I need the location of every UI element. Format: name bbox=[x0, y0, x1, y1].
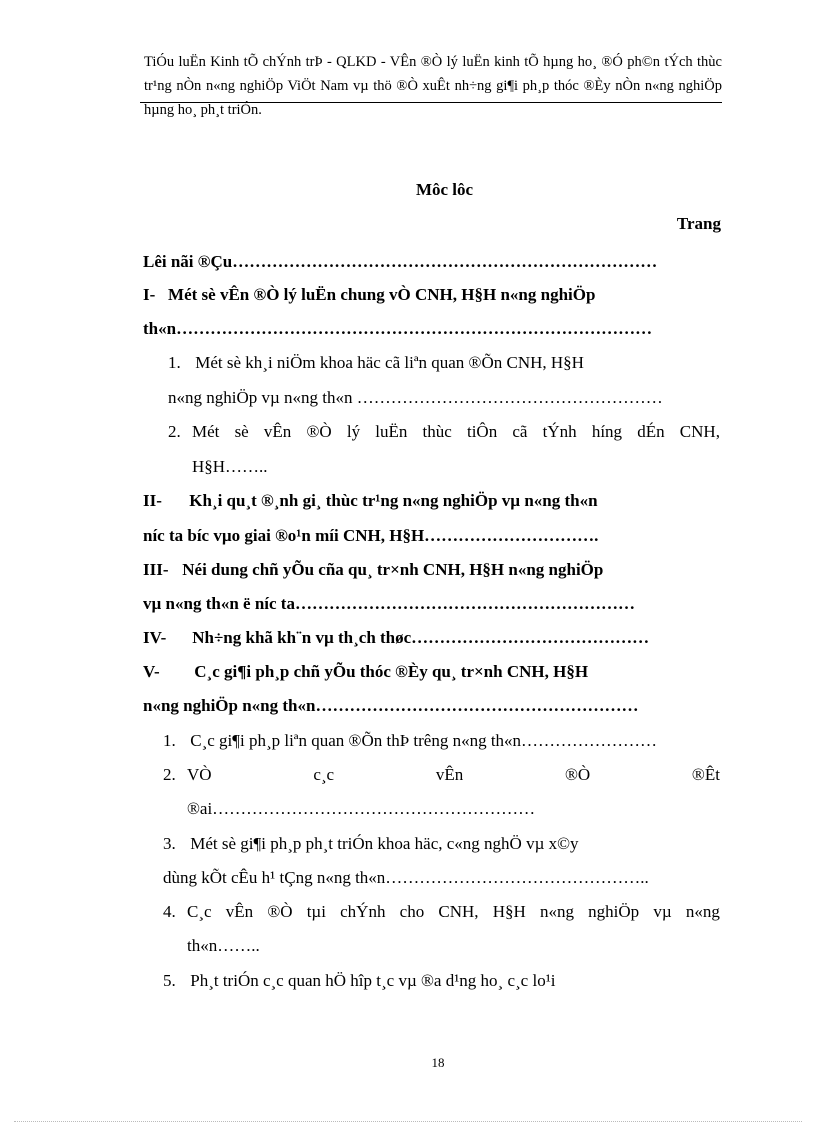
word: tiÔn bbox=[466, 422, 498, 441]
word: H§H bbox=[492, 902, 526, 921]
word: vÊn bbox=[225, 902, 254, 921]
toc-entry-section-1-continued[interactable]: th«n………………………………………………………………………… bbox=[143, 319, 653, 338]
toc-entry-section-2[interactable] bbox=[143, 490, 598, 512]
word: VÒ bbox=[187, 765, 212, 784]
toc-entry-section-5-continued[interactable]: n«ng nghiÖp n«ng th«n………………………………………………… bbox=[143, 696, 639, 715]
item-number: 1. bbox=[168, 353, 181, 372]
toc-title: Môc lôc bbox=[415, 180, 474, 199]
toc-entry-5-1[interactable] bbox=[163, 730, 657, 752]
item-title: Mét sè gi¶i ph¸p ph¸t triÓn khoa häc, c«ng nghÖ vµ x©y bbox=[190, 834, 579, 853]
section-number: V- bbox=[143, 662, 160, 681]
item-title: C¸c gi¶i ph¸p liªn quan ®Õn thÞ trêng n«ng th«n…………………… bbox=[190, 731, 658, 750]
section-title: Mét sè vÊn ®Ò lý luËn chung vÒ CNH, H§H n«ng nghiÖp bbox=[168, 285, 596, 304]
toc-entry-section-2-continued[interactable]: níc ta bíc vµo giai ®o¹n míi CNH, H§H…………………………. bbox=[143, 526, 599, 545]
toc-entry-5-4-number: 4. bbox=[163, 902, 176, 921]
word: híng bbox=[591, 422, 623, 441]
word: sè bbox=[234, 422, 249, 441]
word: lý bbox=[346, 422, 361, 441]
section-number: IV- bbox=[143, 628, 167, 647]
toc-entry-5-2-continued[interactable]: ®ai………………………………………………… bbox=[187, 799, 536, 818]
word: chÝnh bbox=[340, 902, 386, 921]
toc-entry-1-2-number: 2. bbox=[168, 422, 181, 441]
word: C¸c bbox=[187, 902, 212, 921]
section-number: II- bbox=[143, 491, 162, 510]
toc-entry-section-3-continued[interactable]: vµ n«ng th«n ë níc ta…………………………………………………… bbox=[143, 594, 635, 613]
toc-entry-1-1[interactable] bbox=[168, 352, 584, 374]
word: luËn bbox=[375, 422, 408, 441]
item-number: 5. bbox=[163, 971, 176, 990]
section-number: I- bbox=[143, 285, 156, 304]
word: cã bbox=[512, 422, 528, 441]
toc-entry-1-1-continued[interactable]: n«ng nghiÖp vµ n«ng th«n ……………………………………………… bbox=[168, 388, 663, 407]
item-number: 3. bbox=[163, 834, 176, 853]
item-title: Mét sè kh¸i niÖm khoa häc cã liªn quan ®Õn CNH, H§H bbox=[195, 353, 584, 372]
word: tÝnh bbox=[542, 422, 577, 441]
word: c¸c bbox=[313, 765, 335, 784]
section-title: Nh÷ng khã kh¨n vµ th¸ch thøc…………………………………… bbox=[192, 628, 650, 647]
toc-entry-1-2-continued[interactable]: H§H…….. bbox=[192, 457, 268, 476]
toc-entry-section-3[interactable] bbox=[143, 559, 603, 581]
page-number: 18 bbox=[431, 1055, 445, 1070]
item-title: Ph¸t triÓn c¸c quan hÖ hîp t¸c vµ ®a d¹ng ho¸ c¸c lo¹i bbox=[190, 971, 556, 990]
toc-entry-5-2-number: 2. bbox=[163, 765, 176, 784]
word: CNH, bbox=[438, 902, 479, 921]
word: n«ng bbox=[539, 902, 574, 921]
toc-entry-section-4[interactable] bbox=[143, 627, 649, 649]
toc-entry-5-3-continued[interactable]: dùng kÕt cÊu h¹ tÇng n«ng th«n……………………………………….. bbox=[163, 868, 649, 887]
word: ®Ò bbox=[306, 422, 332, 441]
page-column-label: Trang bbox=[676, 214, 721, 233]
toc-entry-intro[interactable]: Lêi nãi ®Çu………………………………………………………………… bbox=[143, 252, 658, 271]
word: ®Ò bbox=[564, 765, 591, 784]
word: ®Ò bbox=[267, 902, 293, 921]
section-title: Néi dung chñ yÕu cña qu¸ tr×nh CNH, H§H n«ng nghiÖp bbox=[182, 560, 604, 579]
word: vµ bbox=[653, 902, 672, 921]
toc-entry-1-2[interactable] bbox=[192, 421, 720, 443]
toc-entry-section-1[interactable] bbox=[143, 284, 595, 306]
word: n«ng bbox=[685, 902, 720, 921]
word: nghiÖp bbox=[588, 902, 640, 921]
section-number: III- bbox=[143, 560, 169, 579]
running-header: TiÓu luËn Kinh tÕ chÝnh trÞ - QLKD - VÊn ®Ò lý luËn kinh tÕ hµng ho¸ ®Ó ph©n tÝch thùc tr¹ng nÒn n«ng nghiÖp ViÖt Nam vµ thö ®Ò xuÊt nh÷ng gi¶i ph¸p thóc ®Èy nÒn n«ng nghiÖp hµng ho¸ ph¸t triÓn. bbox=[144, 54, 722, 118]
item-number: 1. bbox=[163, 731, 176, 750]
word: cho bbox=[399, 902, 425, 921]
word: tµi bbox=[306, 902, 326, 921]
page-bottom-border bbox=[14, 1121, 802, 1122]
header-rule bbox=[140, 102, 722, 103]
word: vÊn bbox=[435, 765, 464, 784]
toc-entry-5-4-continued[interactable]: th«n…….. bbox=[187, 936, 260, 955]
toc-entry-5-3[interactable] bbox=[163, 833, 579, 855]
section-title: C¸c gi¶i ph¸p chñ yÕu thóc ®Èy qu¸ tr×nh CNH, H§H bbox=[194, 662, 589, 681]
word: ®Êt bbox=[691, 765, 720, 784]
word: CNH, bbox=[679, 422, 720, 441]
toc-entry-5-4[interactable] bbox=[187, 901, 720, 923]
toc-entry-5-2[interactable] bbox=[187, 764, 720, 786]
word: vÊn bbox=[263, 422, 292, 441]
word: thùc bbox=[422, 422, 452, 441]
toc-entry-5-5[interactable] bbox=[163, 970, 556, 992]
word: Mét bbox=[192, 422, 220, 441]
toc-entry-section-5[interactable] bbox=[143, 661, 588, 683]
word: dÉn bbox=[637, 422, 665, 441]
section-title: Kh¸i qu¸t ®¸nh gi¸ thùc tr¹ng n«ng nghiÖp vµ n«ng th«n bbox=[189, 491, 598, 510]
